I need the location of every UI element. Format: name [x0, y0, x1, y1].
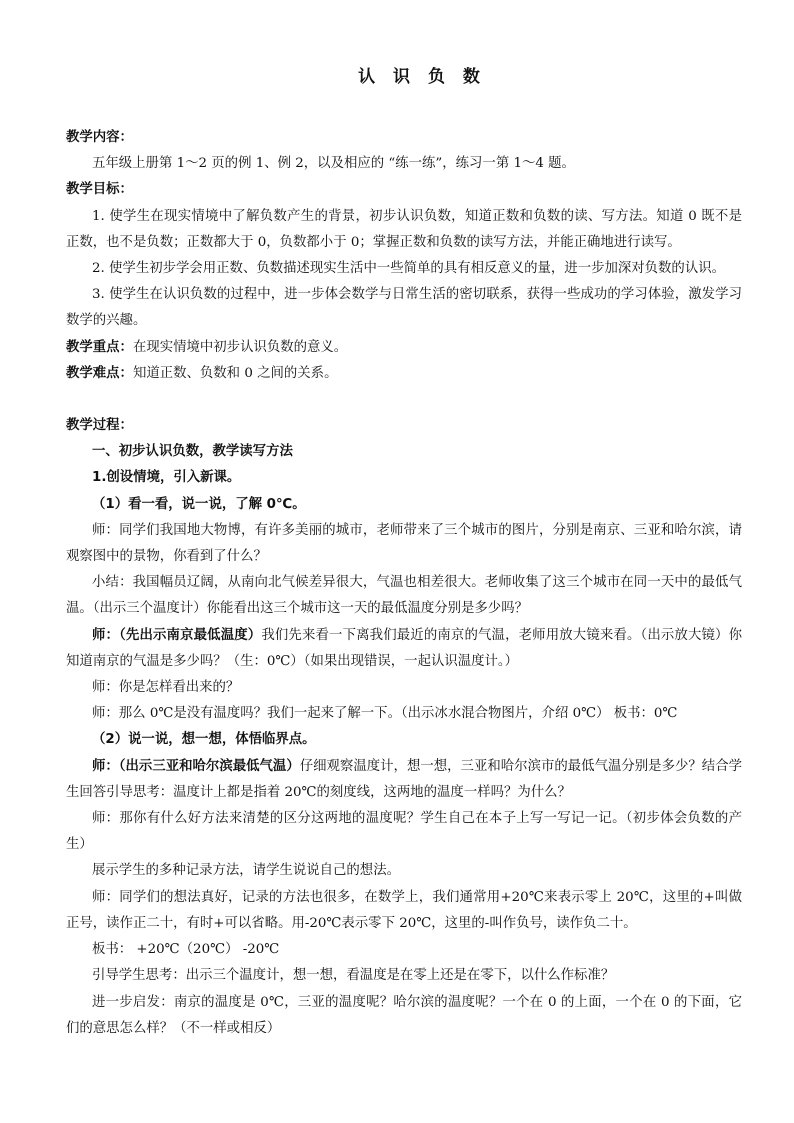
paragraph-6-text: 仔细观察温度计，想一想，三亚和哈尔滨市的最低气温分别是多少？结合学生回答引导思考：温度计上都是指着 20℃的刻度线，这两地的温度一样吗？为什么？	[66, 758, 742, 800]
difficulty	[66, 361, 742, 387]
key-label: 教学重点：	[66, 339, 133, 355]
key-point	[66, 335, 742, 361]
step-2-heading: （2）说一说，想一想，体悟临界点。	[92, 732, 316, 748]
difficulty-label: 教学难点：	[66, 365, 133, 381]
paragraph-3-text: 我们先来看一下离我们最近的南京的气温，老师用放大镜来看。（出示放大镜）你知道南京的气温是多少吗？（生：0℃）（如果出现错误，一起认识温度计。）	[66, 627, 742, 669]
paragraph-6	[66, 754, 742, 806]
content-label: 教学内容：	[66, 130, 133, 145]
content-text: 五年级上册第 1～2 页的例 1、例 2，以及相应的 “练一练”，练习一第 1～4 题。	[92, 156, 575, 172]
section-1-heading: 一、初步认识负数，教学读写方法	[92, 444, 293, 460]
goal-2: 2. 使学生初步学会用正数、负数描述现实生活中一些简单的具有相反意义的量，进一步加深对负数的认识。	[92, 261, 725, 277]
paragraph-10: 板书： +20℃（20℃） -20℃	[92, 942, 280, 958]
paragraph-6-bold: 师：（出示三亚和哈尔滨最低气温）	[92, 758, 300, 774]
goal-3: 3. 使学生在认识负数的过程中，进一步体会数学与日常生活的密切联系，获得一些成功的学习体验，激发学习数学的兴趣。	[66, 287, 742, 329]
paragraph-3-bold: 师：（先出示南京最低温度）	[92, 627, 262, 643]
goals-label: 教学目标：	[66, 182, 133, 198]
key-text: 在现实情境中初步认识负数的意义。	[132, 339, 348, 355]
page-title: 认 识 负 数	[358, 67, 486, 87]
paragraph-3	[66, 623, 742, 675]
paragraph-4: 师：你是怎样看出来的？	[92, 680, 240, 696]
paragraph-9: 师：同学们的想法真好，记录的方法也很多，在数学上，我们通常用+20℃来表示零上 20℃，这里的+叫做正号，读作正二十，有时+可以省略。用-20℃表示零下 20℃，这里的-叫作负号，读作负二十。	[66, 889, 742, 931]
paragraph-12: 进一步启发：南京的温度是 0℃，三亚的温度呢？哈尔滨的温度呢？一个在 0 的上面，一个在 0 的下面，它们的意思怎么样？（不一样或相反）	[66, 994, 742, 1036]
step-1-heading: （1）看一看，说一说，了解 0℃。	[92, 496, 306, 512]
process-label: 教学过程：	[66, 418, 133, 434]
paragraph-5: 师：那么 0℃是没有温度吗？我们一起来了解一下。（出示冰水混合物图片，介绍 0℃） 板书：0℃	[92, 706, 678, 722]
paragraph-2: 小结：我国幅员辽阔，从南向北气候差异很大，气温也相差很大。老师收集了这三个城市在同一天中的最低气温。（出示三个温度计）你能看出这三个城市这一天的最低温度分别是多少吗？	[66, 575, 742, 617]
paragraph-7: 师：那你有什么好方法来清楚的区分这两地的温度呢？学生自己在本子上写一写记一记。（初步体会负数的产生）	[66, 811, 742, 853]
difficulty-text: 知道正数、负数和 0 之间的关系。	[132, 365, 338, 381]
goal-1: 1. 使学生在现实情境中了解负数产生的背景，初步认识负数，知道正数和负数的读、写方法。知道 0 既不是正数，也不是负数；正数都大于 0，负数都小于 0；掌握正数和负数的读写方法，并能正确地进行读写。	[66, 208, 742, 250]
paragraph-8: 展示学生的多种记录方法，请学生说说自己的想法。	[92, 863, 400, 879]
subsection-1-heading: 1.创设情境，引入新课。	[92, 470, 241, 486]
paragraph-1: 师：同学们我国地大物博，有许多美丽的城市，老师带来了三个城市的图片，分别是南京、三亚和哈尔滨，请观察图中的景物，你看到了什么？	[66, 522, 742, 565]
paragraph-11: 引导学生思考：出示三个温度计，想一想，看温度是在零上还是在零下，以什么作标准？	[92, 968, 615, 984]
